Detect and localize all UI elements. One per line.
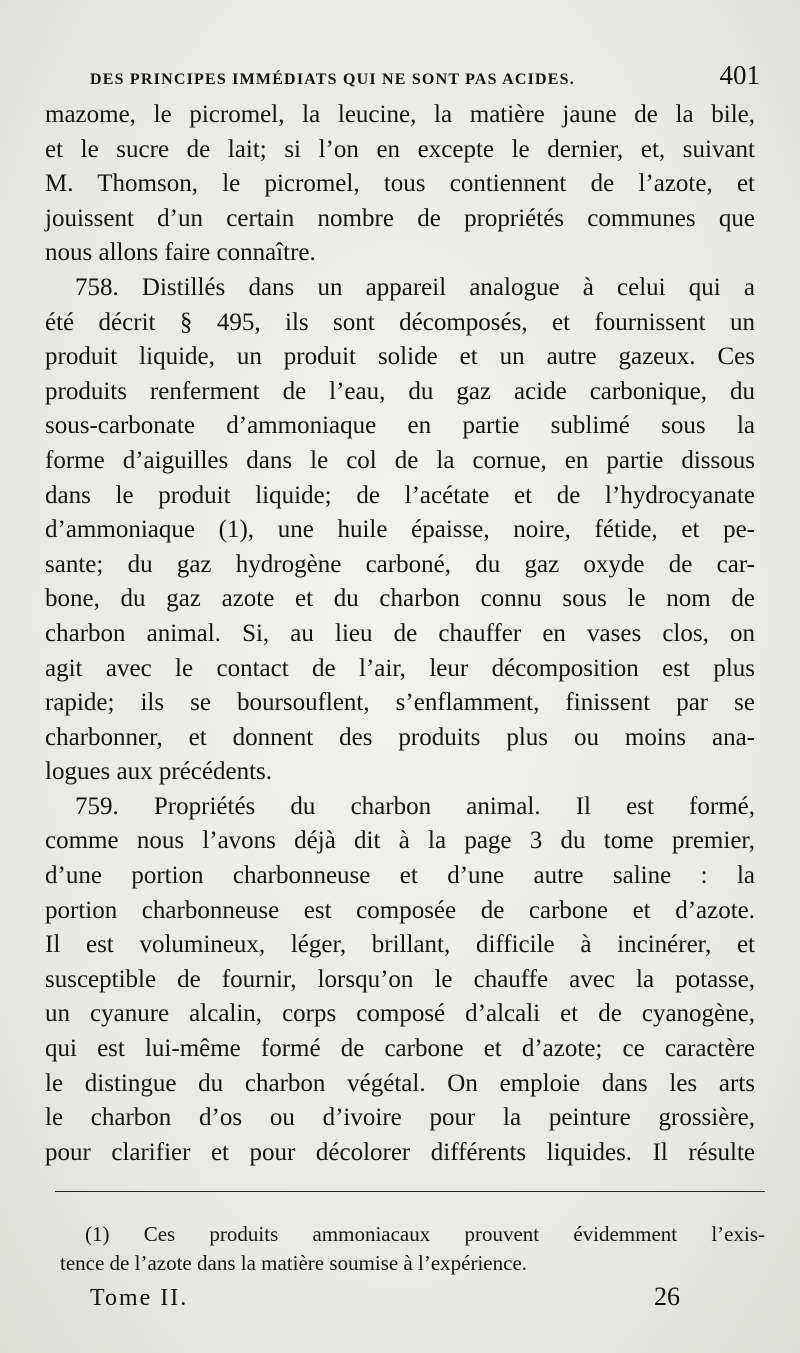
footnote-line: tence de l’azote dans la matière soumise à l’expérience. — [60, 1251, 528, 1275]
text-line: pour clarifier et pour décolorer différents liquides. Il résulte — [45, 1138, 755, 1166]
text-line: agit avec le contact de l’air, leur décomposition est plus — [45, 654, 755, 682]
text-line: été décrit § 495, ils sont décomposés, et fournissent un — [45, 308, 755, 336]
text-line: mazome, le picromel, la leucine, la matière jaune de la bile, — [45, 101, 755, 128]
footnote-line: (1) Ces produits ammoniacaux prouvent évidemment l’exis- — [85, 1222, 765, 1246]
footnote-rule — [55, 1191, 765, 1192]
page-number: 401 — [719, 60, 760, 90]
text-line: le charbon d’os ou d’ivoire pour la peinture grossière, — [45, 1104, 755, 1132]
text-line: forme d’aiguilles dans le col de la cornue, en partie dissous — [45, 446, 755, 474]
text-line: logues aux précédents. — [45, 758, 273, 786]
text-line: bone, du gaz azote et du charbon connu sous le nom de — [45, 585, 755, 613]
paragraph-759-start: 759. Propriétés du charbon animal. Il est formé, — [75, 792, 755, 820]
text-line: un cyanure alcalin, corps composé d’alcali et de cyanogène, — [45, 1000, 755, 1028]
text-line: sante; du gaz hydrogène carboné, du gaz oxyde de car- — [45, 550, 755, 578]
text-line: rapide; ils se boursouflent, s’enflamment, finissent par se — [45, 689, 755, 717]
text-line: sous-carbonate d’ammoniaque en partie sublimé sous la — [45, 412, 755, 440]
body-text — [45, 98, 755, 1170]
text-line: produit liquide, un produit solide et un autre gazeux. Ces — [45, 343, 755, 371]
text-line: le distingue du charbon végétal. On emploie dans les arts — [45, 1069, 755, 1097]
volume-label: Tome II. — [90, 1285, 189, 1311]
text-line: d’ammoniaque (1), une huile épaisse, noire, fétide, et pe- — [45, 516, 755, 544]
text-line: jouissent d’un certain nombre de propriétés communes que — [45, 204, 755, 232]
running-head — [90, 60, 760, 94]
text-line: nous allons faire connaître. — [45, 239, 316, 267]
text-line: et le sucre de lait; si l’on en excepte le dernier, et, suivant — [45, 135, 755, 163]
text-line: produits renferment de l’eau, du gaz acide carbonique, du — [45, 377, 755, 405]
text-line: charbon animal. Si, au lieu de chauffer en vases clos, on — [45, 619, 755, 647]
text-line: d’une portion charbonneuse et d’une autre saline : la — [45, 862, 755, 890]
page-footer — [90, 1282, 680, 1312]
running-title: DES PRINCIPES IMMÉDIATS QUI NE SONT PAS ACIDES. — [90, 71, 575, 88]
footnote — [60, 1220, 765, 1278]
text-line: susceptible de fournir, lorsqu’on le chauffe avec la potasse, — [45, 965, 755, 993]
text-line: M. Thomson, le picromel, tous contiennent de l’azote, et — [45, 170, 755, 198]
text-line: qui est lui-même formé de carbone et d’azote; ce caractère — [45, 1035, 755, 1063]
paragraph-758-start: 758. Distillés dans un appareil analogue à celui qui a — [75, 273, 755, 301]
text-line: portion charbonneuse est composée de carbone et d’azote. — [45, 896, 755, 924]
text-line: dans le produit liquide; de l’acétate et de l’hydrocyanate — [45, 481, 755, 509]
signature-mark: 26 — [654, 1282, 680, 1311]
text-line: comme nous l’avons déjà dit à la page 3 du tome premier, — [45, 827, 755, 855]
text-line: Il est volumineux, léger, brillant, difficile à incinérer, et — [45, 931, 755, 959]
text-line: charbonner, et donnent des produits plus ou moins ana- — [45, 723, 755, 751]
